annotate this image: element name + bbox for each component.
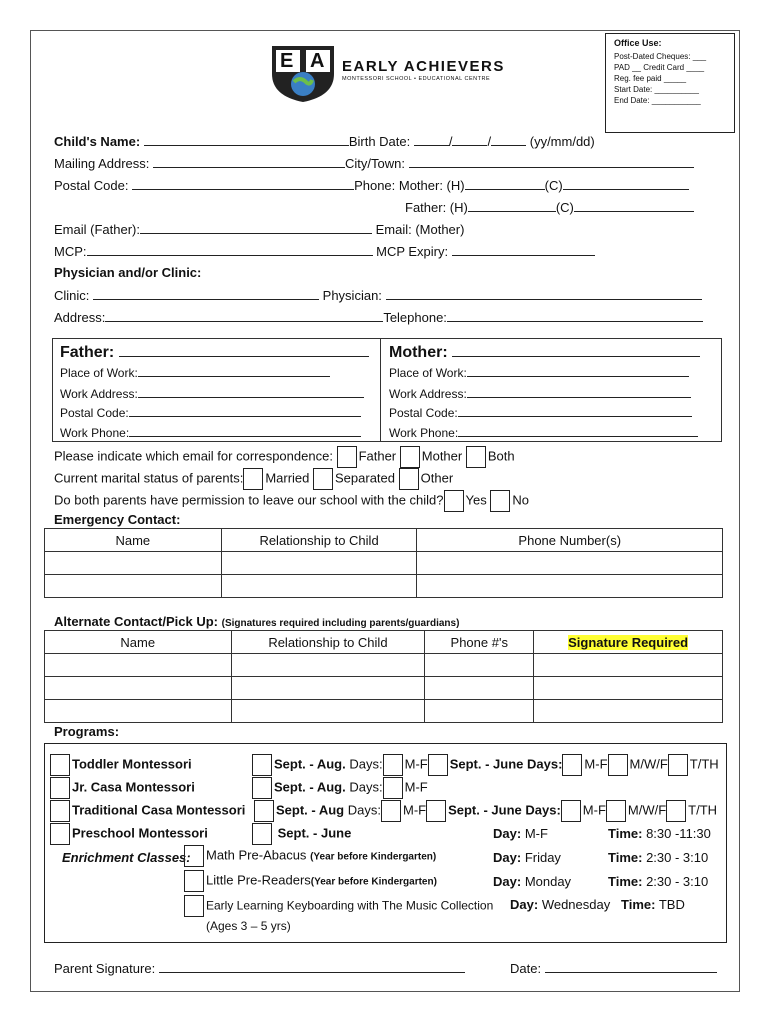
parents-box — [52, 338, 722, 442]
day-label: Day: — [493, 874, 522, 889]
clinic-row — [54, 287, 702, 304]
father-work-phone-label: Work Phone: — [60, 426, 130, 440]
child-name-field[interactable] — [144, 133, 349, 146]
toddler-sept-aug-checkbox[interactable] — [252, 754, 272, 776]
schedule-time-2 — [608, 874, 708, 890]
schedule-day-3 — [510, 897, 610, 913]
trad-casa-mwf-label: M/W/F — [627, 802, 667, 818]
birth-month-field[interactable] — [452, 133, 487, 146]
signature-required-label: Signature Required — [568, 634, 689, 650]
alternate-cell[interactable] — [45, 700, 232, 723]
other-option: Other — [420, 470, 454, 486]
email-both-checkbox[interactable] — [466, 446, 486, 468]
time-value: TBD — [658, 897, 685, 912]
mother-name-field[interactable] — [452, 342, 700, 357]
enrichment-label-wrap — [62, 850, 191, 866]
father-work-address-row — [60, 385, 364, 401]
preschool-row — [50, 823, 208, 845]
trad-casa-sj-mf-label: M-F — [582, 802, 606, 818]
trad-casa-sept-aug-checkbox[interactable] — [254, 800, 274, 822]
office-use-item: Start Date: __________ — [614, 85, 699, 94]
jr-casa-label: Jr. Casa Montessori — [72, 779, 195, 795]
clinic-field[interactable] — [93, 287, 319, 300]
email-father-field[interactable] — [140, 221, 372, 234]
office-use-item: Post-Dated Cheques: ___ — [614, 52, 707, 61]
alternate-cell[interactable] — [231, 654, 425, 677]
telephone-field[interactable] — [447, 309, 703, 322]
math-label: Math Pre-Abacus — [206, 847, 307, 863]
emergency-cell[interactable] — [221, 575, 417, 598]
alternate-col-name: Name — [45, 631, 232, 654]
child-name-row: Child's Name: Birth Date: / / (yy/mm/dd) — [54, 134, 595, 149]
office-use-title: Office Use: — [614, 38, 662, 48]
email-mother-label: Email: (Mother) — [375, 222, 465, 237]
trad-casa-sept-aug-label: Sept. - Aug — [276, 802, 345, 818]
toddler-mf-label: M-F — [404, 756, 428, 772]
jr-casa-sept-aug-label: Sept. - Aug. — [274, 779, 346, 795]
trad-casa-tth-checkbox[interactable] — [666, 800, 686, 822]
email-father-option: Father — [358, 448, 397, 464]
toddler-mf-checkbox[interactable] — [383, 754, 403, 776]
jr-casa-mf-label: M-F — [404, 779, 428, 795]
father-work-phone-field[interactable] — [129, 424, 361, 437]
phone-mother-label: Phone: Mother: (H) — [354, 178, 465, 193]
email-mother-option: Mother — [421, 448, 463, 464]
preschool-checkbox[interactable] — [50, 823, 70, 845]
mother-home-phone-field[interactable] — [465, 177, 545, 190]
permission-row — [54, 490, 529, 512]
day-label: Day: — [510, 897, 539, 912]
trad-casa-sept-june-checkbox[interactable] — [426, 800, 446, 822]
emergency-cell[interactable] — [45, 552, 222, 575]
father-work-address-label: Work Address: — [60, 387, 138, 401]
mother-place-of-work-label: Place of Work: — [389, 366, 467, 380]
alternate-table — [44, 630, 723, 723]
toddler-days-label: Days: — [349, 756, 383, 772]
mother-work-phone-row — [389, 424, 698, 440]
table-row — [45, 700, 723, 723]
office-use-box — [605, 33, 735, 133]
mother-cell-label: (C) — [544, 178, 563, 193]
mailing-row — [54, 155, 694, 172]
enrichment-label: Enrichment Classes: — [62, 850, 191, 865]
little-readers-label: Little Pre-Readers — [206, 872, 311, 888]
day-value: M-F — [524, 826, 548, 841]
email-pref-row — [54, 446, 515, 468]
table-row — [45, 654, 723, 677]
preschool-sept-june-label: Sept. - June — [277, 825, 352, 841]
father-work-address-field[interactable] — [138, 385, 364, 398]
table-row — [45, 631, 723, 654]
permission-no-option: No — [512, 492, 529, 508]
toddler-sj-mf-checkbox[interactable] — [562, 754, 582, 776]
mother-label: Mother — [389, 344, 443, 361]
logo-name: EARLY ACHIEVERS — [342, 58, 505, 75]
marital-label: Current marital status of parents: — [54, 470, 244, 486]
father-phone-row — [405, 199, 694, 216]
emergency-table — [44, 528, 723, 598]
jr-casa-checkbox[interactable] — [50, 777, 70, 799]
trad-casa-label: Traditional Casa Montessori — [72, 802, 246, 818]
emergency-heading-text: Emergency Contact — [54, 512, 177, 527]
mailing-address-label: Mailing Address: — [54, 156, 150, 171]
alternate-cell[interactable] — [425, 677, 534, 700]
day-value: Friday — [524, 850, 561, 865]
emergency-col-relationship: Relationship to Child — [221, 529, 417, 552]
table-row — [45, 575, 723, 598]
trad-casa-mf-checkbox[interactable] — [381, 800, 401, 822]
birth-year-field[interactable] — [414, 133, 449, 146]
keyboarding-checkbox[interactable] — [184, 895, 204, 917]
schedule-time-3 — [621, 897, 685, 913]
signature-date-label: Date: — [510, 961, 542, 976]
married-checkbox[interactable] — [243, 468, 263, 490]
time-label: Time: — [608, 850, 643, 865]
toddler-row — [50, 754, 192, 776]
father-name-field[interactable] — [119, 342, 369, 357]
jr-casa-options — [252, 777, 428, 799]
date-row — [510, 960, 717, 977]
toddler-mwf-checkbox[interactable] — [608, 754, 628, 776]
office-use-item: End Date: ___________ — [614, 96, 701, 105]
alternate-cell[interactable] — [45, 677, 232, 700]
trad-casa-days-label: Days: — [347, 802, 381, 818]
math-row — [184, 845, 436, 867]
alternate-cell[interactable] — [534, 677, 723, 700]
table-row — [45, 677, 723, 700]
preschool-options — [252, 823, 351, 845]
jr-casa-sept-aug-checkbox[interactable] — [252, 777, 272, 799]
trad-casa-mf-label: M-F — [402, 802, 427, 818]
clinic-label: Clinic: — [54, 288, 90, 303]
father-place-of-work-label: Place of Work: — [60, 366, 138, 380]
email-both-option: Both — [487, 448, 515, 464]
day-label: Day: — [493, 850, 522, 865]
trad-casa-tth-label: T/TH — [688, 802, 718, 818]
trad-casa-row — [50, 800, 245, 822]
father-cell-field[interactable] — [574, 199, 694, 212]
keyboard-row — [184, 895, 493, 917]
child-name-label: Child's Name — [54, 134, 136, 149]
time-value: 2:30 - 3:10 — [646, 850, 709, 865]
mcp-field[interactable] — [87, 243, 373, 256]
emergency-cell[interactable] — [417, 575, 723, 598]
alternate-cell[interactable] — [425, 654, 534, 677]
permission-label: Do both parents have permission to leave our school with the child? — [54, 492, 444, 508]
mcp-expiry-label: MCP Expiry: — [376, 244, 449, 259]
postal-row — [54, 177, 689, 194]
toddler-options — [252, 754, 719, 776]
keyboarding-label: Early Learning Keyboarding with The Music Collection — [206, 898, 494, 913]
physician-heading: Physician and/or Clinic: — [54, 265, 202, 280]
address-field[interactable] — [105, 309, 383, 322]
day-label: Day: — [493, 826, 522, 841]
alternate-col-phone: Phone #'s — [425, 631, 534, 654]
email-father-label: Email (Father): — [54, 222, 140, 237]
postal-code-label: Postal Code: — [54, 178, 129, 193]
mother-heading: Mother: — [389, 342, 700, 362]
alternate-cell[interactable] — [534, 700, 723, 723]
mother-work-place-row — [389, 364, 689, 380]
mailing-address-field[interactable] — [153, 155, 345, 168]
mcp-label: MCP: — [54, 244, 87, 259]
email-father-checkbox[interactable] — [337, 446, 357, 468]
preschool-sept-june-checkbox[interactable] — [252, 823, 272, 845]
alternate-heading-text: Alternate Contact/Pick Up: — [54, 614, 218, 629]
time-label: Time: — [621, 897, 656, 912]
father-work-phone-row — [60, 424, 361, 440]
alternate-cell[interactable] — [534, 654, 723, 677]
emergency-col-phone: Phone Number(s) — [417, 529, 723, 552]
father-home-label: Father: (H) — [405, 200, 468, 215]
other-checkbox[interactable] — [399, 468, 419, 490]
schedule-time-0 — [608, 826, 711, 842]
physician-field[interactable] — [386, 287, 702, 300]
day-value: Wednesday — [541, 897, 611, 912]
office-use-item: PAD __ Credit Card ____ — [614, 63, 705, 72]
little-readers-note: (Year before Kindergarten) — [310, 876, 437, 888]
toddler-sj-mf-label: M-F — [584, 756, 608, 772]
permission-yes-option: Yes — [465, 492, 487, 508]
father-home-phone-field[interactable] — [468, 199, 556, 212]
logo-letter-e: E — [280, 50, 294, 72]
table-row — [45, 552, 723, 575]
schedule-time-1 — [608, 850, 708, 866]
time-value: 8:30 -11:30 — [646, 826, 711, 841]
jr-casa-days-label: Days: — [349, 779, 383, 795]
alternate-cell[interactable] — [231, 677, 425, 700]
emergency-cell[interactable] — [417, 552, 723, 575]
father-place-of-work-field[interactable] — [138, 364, 330, 377]
married-option: Married — [265, 470, 310, 486]
father-work-place-row — [60, 364, 330, 380]
preschool-label: Preschool Montessori — [72, 825, 208, 841]
math-note: (Year before Kindergarten) — [310, 851, 437, 863]
mother-postal-label: Postal Code: — [389, 406, 458, 420]
birth-day-field[interactable] — [491, 133, 526, 146]
toddler-sept-aug-label: Sept. - Aug. — [274, 756, 346, 772]
father-label: Father — [60, 344, 109, 361]
city-field[interactable] — [409, 155, 694, 168]
mother-cell-field[interactable] — [563, 177, 689, 190]
trad-casa-options — [254, 800, 717, 822]
alternate-cell[interactable] — [425, 700, 534, 723]
day-value: Monday — [524, 874, 572, 889]
little-readers-checkbox[interactable] — [184, 870, 204, 892]
schedule-day-0 — [493, 826, 548, 842]
email-row — [54, 221, 464, 238]
toddler-checkbox[interactable] — [50, 754, 70, 776]
signature-row — [54, 960, 465, 977]
father-heading: Father: — [60, 342, 369, 362]
postal-code-field[interactable] — [132, 177, 354, 190]
telephone-label: Telephone: — [383, 310, 447, 325]
table-row — [45, 529, 723, 552]
separated-option: Separated — [335, 470, 396, 486]
mother-work-phone-label: Work Phone: — [389, 426, 459, 440]
signature-date-field[interactable] — [545, 960, 717, 973]
alternate-col-relationship: Relationship to Child — [231, 631, 425, 654]
alternate-cell[interactable] — [231, 700, 425, 723]
parent-signature-label: Parent Signature: — [54, 961, 156, 976]
mother-postal-row — [389, 404, 692, 420]
emergency-heading: Emergency Contact: — [54, 512, 181, 527]
time-value: 2:30 - 3:10 — [646, 874, 709, 889]
father-postal-field[interactable] — [129, 404, 361, 417]
father-cell-label: (C) — [555, 200, 574, 215]
alternate-note: (Signatures required including parents/guardians) — [221, 618, 460, 629]
birth-date-format: (yy/mm/dd) — [529, 134, 595, 149]
alternate-col-signature — [534, 631, 723, 654]
trad-casa-checkbox[interactable] — [50, 800, 70, 822]
logo-subtitle: MONTESSORI SCHOOL • EDUCATIONAL CENTRE — [342, 76, 491, 82]
emergency-cell[interactable] — [45, 575, 222, 598]
programs-heading-text: Programs — [54, 724, 115, 739]
jr-casa-row — [50, 777, 195, 799]
toddler-sept-june-checkbox[interactable] — [428, 754, 448, 776]
mcp-expiry-field[interactable] — [452, 243, 595, 256]
marital-row — [54, 468, 453, 490]
toddler-tth-label: T/TH — [689, 756, 719, 772]
email-mother-checkbox[interactable] — [400, 446, 420, 468]
mother-work-address-label: Work Address: — [389, 387, 467, 401]
mother-work-address-field[interactable] — [467, 385, 691, 398]
time-label: Time: — [608, 826, 643, 841]
physician-label: Physician: — [322, 288, 382, 303]
email-pref-label: Please indicate which email for correspondence: — [54, 448, 333, 464]
mother-work-phone-field[interactable] — [458, 424, 698, 437]
office-use-item: Reg. fee paid _____ — [614, 74, 687, 83]
alternate-cell[interactable] — [45, 654, 232, 677]
little-row — [184, 870, 437, 892]
mother-postal-field[interactable] — [458, 404, 692, 417]
logo — [270, 44, 510, 104]
birth-date-label: Birth Date: — [348, 134, 411, 149]
city-label: City/Town: — [345, 156, 405, 171]
parent-signature-field[interactable] — [159, 960, 465, 973]
permission-yes-checkbox[interactable] — [444, 490, 464, 512]
emergency-cell[interactable] — [221, 552, 417, 575]
trad-casa-sept-june-label: Sept. - June Days: — [448, 802, 561, 818]
permission-no-checkbox[interactable] — [490, 490, 510, 512]
father-postal-label: Postal Code: — [60, 406, 129, 420]
mcp-row — [54, 243, 595, 260]
programs-heading: Programs: — [54, 724, 120, 739]
separated-checkbox[interactable] — [313, 468, 333, 490]
toddler-label: Toddler Montessori — [72, 756, 192, 772]
toddler-sept-june-label: Sept. - June Days: — [449, 756, 563, 772]
address-row — [54, 309, 703, 326]
logo-letter-a: A — [310, 50, 325, 72]
ages-note: (Ages 3 – 5 yrs) — [206, 919, 291, 933]
math-checkbox[interactable] — [184, 845, 204, 867]
toddler-mwf-label: M/W/F — [629, 756, 668, 772]
father-postal-row — [60, 404, 361, 420]
mother-place-of-work-field[interactable] — [467, 364, 689, 377]
mother-work-address-row — [389, 385, 691, 401]
jr-casa-mf-checkbox[interactable] — [383, 777, 403, 799]
trad-casa-mwf-checkbox[interactable] — [606, 800, 626, 822]
trad-casa-sj-mf-checkbox[interactable] — [561, 800, 581, 822]
schedule-day-1 — [493, 850, 561, 866]
time-label: Time: — [608, 874, 643, 889]
physician-heading-text: Physician and/or Clinic — [54, 265, 198, 280]
address-label: Address: — [54, 310, 106, 325]
emergency-col-name: Name — [45, 529, 222, 552]
schedule-day-2 — [493, 874, 571, 890]
toddler-tth-checkbox[interactable] — [668, 754, 688, 776]
